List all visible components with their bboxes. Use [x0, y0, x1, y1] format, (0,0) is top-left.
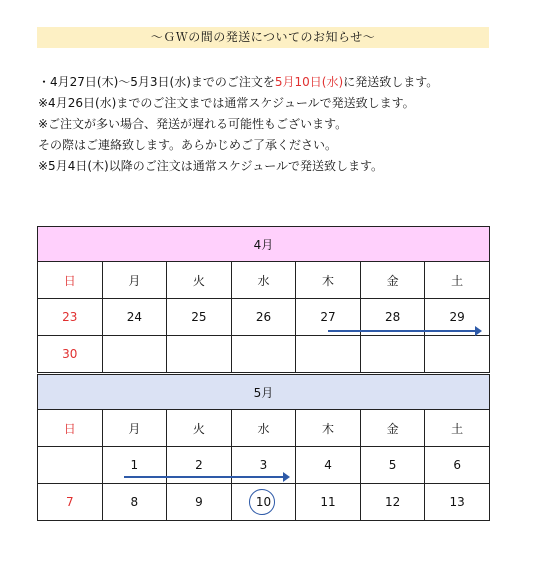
day-cell: 28 — [360, 299, 425, 336]
weekday-label: 火 — [167, 410, 232, 447]
day-cell: 9 — [167, 484, 232, 521]
day-cell — [167, 336, 232, 373]
order-period-arrow-may — [124, 476, 284, 478]
weekday-label: 月 — [102, 410, 167, 447]
weekday-label: 月 — [102, 262, 167, 299]
weekday-label: 水 — [231, 262, 296, 299]
notice-line-3: ※ご注文が多い場合、発送が遅れる可能性もございます。 — [38, 117, 348, 131]
day-cell: 2 — [167, 447, 232, 484]
april-calendar — [37, 226, 490, 373]
weekday-label: 日 — [38, 262, 103, 299]
day-cell: 4 — [296, 447, 361, 484]
day-cell: 29 — [425, 299, 490, 336]
weekday-label: 火 — [167, 262, 232, 299]
weekday-label: 金 — [360, 410, 425, 447]
day-cell: 24 — [102, 299, 167, 336]
april-month-header: 4月 — [38, 227, 490, 262]
april-week-2 — [38, 336, 490, 373]
ship-date-circle — [249, 489, 275, 515]
day-cell: 1 — [102, 447, 167, 484]
day-cell — [296, 336, 361, 373]
day-cell: 3 — [231, 447, 296, 484]
april-weekday-row — [38, 262, 490, 299]
day-cell: 12 — [360, 484, 425, 521]
notice-line-5: ※5月4日(木)以降のご注文は通常スケジュールで発送致します。 — [38, 159, 384, 173]
weekday-label: 金 — [360, 262, 425, 299]
weekday-label: 木 — [296, 410, 361, 447]
order-period-arrow-april — [328, 330, 476, 332]
notice-line-1 — [38, 72, 508, 93]
day-cell: 26 — [231, 299, 296, 336]
day-cell — [38, 447, 103, 484]
announcement-banner: ～ＧＷの間の発送についてのお知らせ～ — [37, 27, 489, 48]
day-cell: 30 — [38, 336, 103, 373]
day-cell: 5 — [360, 447, 425, 484]
day-cell — [425, 336, 490, 373]
day-cell: 25 — [167, 299, 232, 336]
day-cell: 23 — [38, 299, 103, 336]
weekday-label: 土 — [425, 262, 490, 299]
notice-line-1-suffix: に発送致します。 — [343, 75, 439, 89]
day-cell: 6 — [425, 447, 490, 484]
day-cell: 13 — [425, 484, 490, 521]
day-cell — [231, 336, 296, 373]
day-cell: 7 — [38, 484, 103, 521]
day-cell — [360, 336, 425, 373]
weekday-label: 木 — [296, 262, 361, 299]
day-cell: 10 — [231, 484, 296, 521]
notice-line-1-prefix: ・4月27日(木)〜5月3日(水)までのご注文を — [38, 75, 275, 89]
notice-text-block — [38, 72, 508, 177]
day-cell: 8 — [102, 484, 167, 521]
may-weekday-row — [38, 410, 490, 447]
ship-date-highlight: 5月10日(水) — [274, 75, 344, 89]
notice-line-2: ※4月26日(水)までのご注文までは通常スケジュールで発送致します。 — [38, 96, 415, 110]
day-cell: 11 — [296, 484, 361, 521]
weekday-label: 水 — [231, 410, 296, 447]
day-cell: 27 — [296, 299, 361, 336]
weekday-label: 土 — [425, 410, 490, 447]
notice-line-4: その際はご連絡致します。あらかじめご了承ください。 — [38, 138, 338, 152]
weekday-label: 日 — [38, 410, 103, 447]
day-cell — [102, 336, 167, 373]
may-month-header: 5月 — [38, 375, 490, 410]
